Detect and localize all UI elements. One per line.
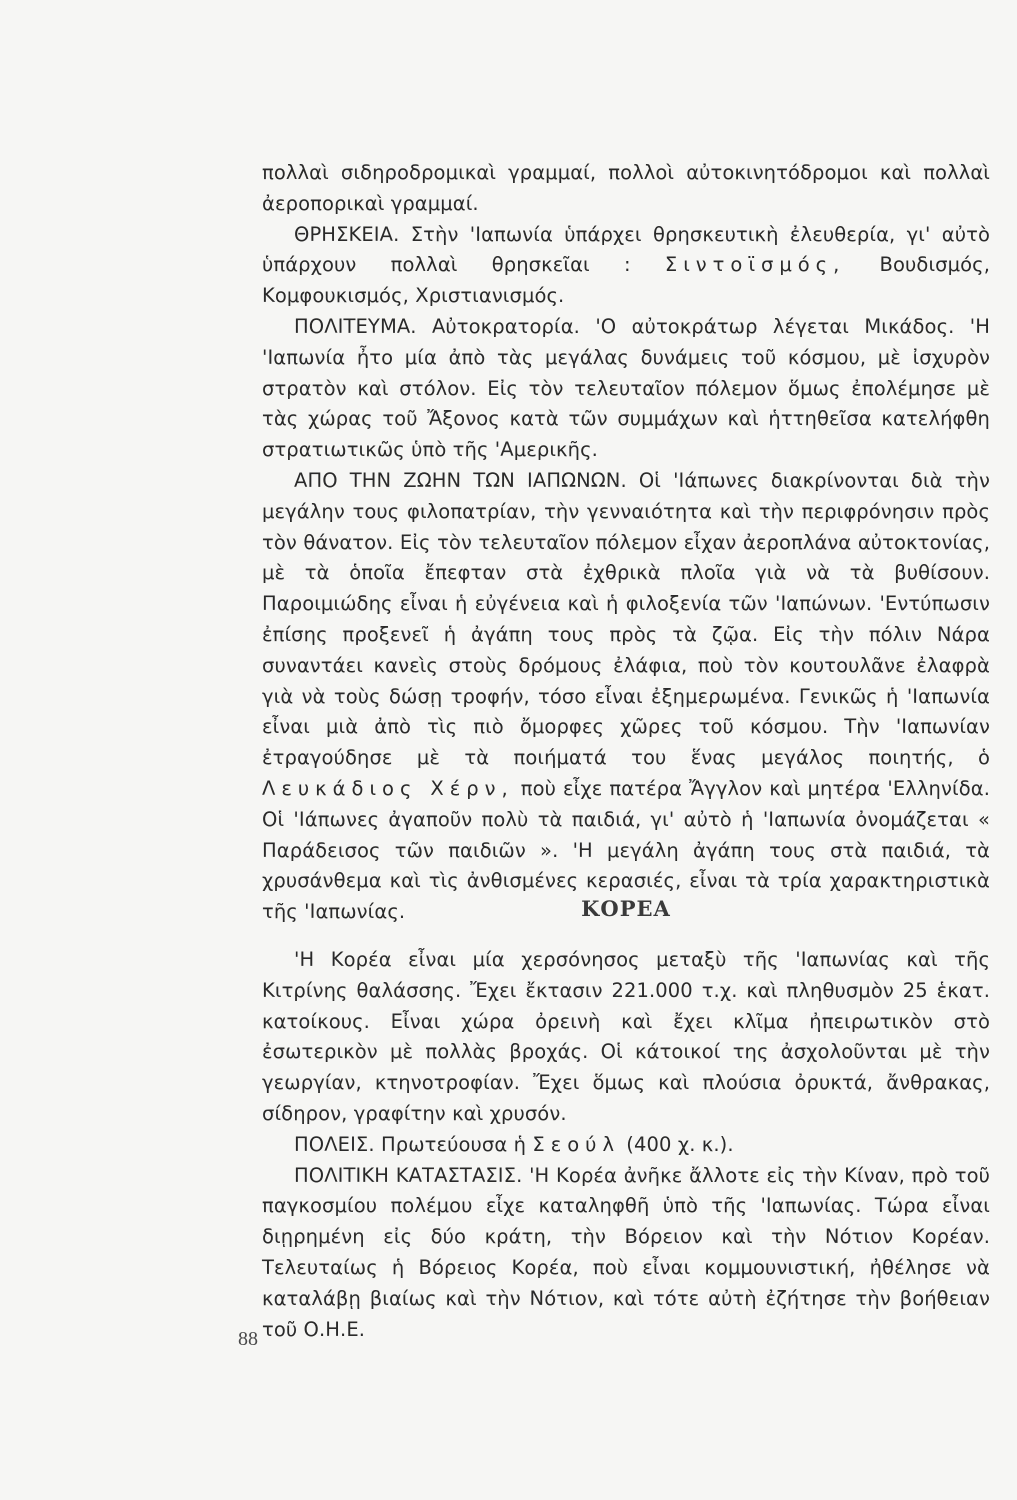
cities-heading: ΠΟΛΕΙΣ.: [294, 1132, 375, 1156]
page-number: 88: [238, 1328, 258, 1350]
life-text-2: ποὺ εἶχε πατέρα Ἄγγλον καὶ μητέρα 'Ελληνίδα. Οἱ 'Ιάπωνες ἀγαποῦν πολὺ τὰ παιδιά, γι' αὐτὸ ἡ 'Ιαπωνία ὀνομάζεται « Παράδεισος τῶν παιδιῶν ». 'Η μεγάλη ἀγάπη τους στὰ παιδιά, τὰ χρυσάνθεμα καὶ τὶς ἀνθισμένες κερασιές, εἶναι τὰ τρία χαρακτηριστικὰ τῆς 'Ιαπωνίας.: [262, 776, 990, 924]
government-text: Αὐτοκρατορία. 'Ο αὐτοκράτωρ λέγεται Μικάδος. 'Η 'Ιαπωνία ἦτο μία ἀπὸ τὰς μεγάλας δυνάμεις τοῦ κόσμου, μὲ ἰσχυρὸν στρατὸν καὶ στόλον. Εἰς τὸν τελευταῖον πόλεμον ὅμως ἐπολέμησε μὲ τὰς χώρας τοῦ Ἄξονος κατὰ τῶν συμμάχων καὶ ἡττηθεῖσα κατελήφθη στρατιωτικῶς ὑπὸ τῆς 'Αμερικῆς.: [262, 314, 990, 462]
cities-spaced-capital: Σεούλ: [532, 1132, 620, 1156]
religion-text-2: Βουδισμός, Κομφουκισμός, Χριστιανισμός.: [262, 253, 990, 308]
religion-text-1: Στὴν 'Ιαπωνία ὑπάρχει θρησκευτικὴ ἐλευθερία, γι' αὐτὸ ὑπάρχουν πολλαὶ θρησκεῖαι :: [262, 222, 990, 277]
religion-paragraph: [262, 220, 990, 312]
korea-section-title: ΚΟΡΕΑ: [581, 896, 671, 921]
life-text-1: Οἱ 'Ιάπωνες διακρίνονται διὰ τὴν μεγάλην τους φιλοπατρίαν, τὴν γενναιότητα καὶ τὴν περιφρόνησιν πρὸς τὸν θάνατον. Εἰς τὸν τελευταῖον πόλεμον εἶχαν ἀεροπλάνα αὐτοκτονίας, μὲ τὰ ὁποῖα ἔπεφταν στὰ ἐχθρικὰ πλοῖα γιὰ νὰ τὰ βυθίσουν. Παροιμιώδης εἶναι ἡ εὐγένεια καὶ ἡ φιλοξενία τῶν 'Ιαπώνων. 'Εντύπωσιν ἐπίσης προξενεῖ ἡ ἀγάπη τους πρὸς τὰ ζῷα. Εἰς τὴν πόλιν Νάρα συναντάει κανεὶς στοὺς δρόμους ἐλάφια, ποὺ τὸν κουτουλᾶνε ἐλαφρὰ γιὰ νὰ τοὺς δώσῃ τροφήν, τόσο εἶναι ἐξημερωμένα. Γενικῶς ἡ 'Ιαπωνία εἶναι μιὰ ἀπὸ τὶς πιὸ ὄμορφες χῶρες τοῦ κόσμου. Τὴν 'Ιαπωνίαν ἐτραγούδησε μὲ τὰ ποιήματά του ἕνας μεγάλος ποιητής, ὁ: [262, 468, 990, 770]
religion-spaced-term: Σιντοϊσμός,: [664, 253, 846, 277]
japan-text-block: [262, 158, 990, 928]
cities-text-1: Πρωτεύουσα ἡ: [374, 1132, 533, 1156]
politics-heading: ΠΟΛΙΤΙΚΗ ΚΑΤΑΣΤΑΣΙΣ.: [294, 1163, 523, 1187]
cities-text-2: (400 χ. κ.).: [620, 1132, 734, 1156]
cities-paragraph: [262, 1130, 990, 1161]
korea-text-block: [262, 945, 990, 1345]
politics-paragraph: [262, 1161, 990, 1346]
japan-intro-paragraph: πολλαὶ σιδηροδρομικαὶ γραμμαί, πολλοὶ αὐτοκινητόδρομοι καὶ πολλαὶ ἀεροπορικαὶ γραμμαί.: [262, 161, 990, 215]
religion-heading: ΘΡΗΣΚΕΙΑ.: [294, 222, 400, 246]
korea-intro-paragraph: 'Η Κορέα εἶναι μία χερσόνησος μεταξὺ τῆς 'Ιαπωνίας καὶ τῆς Κιτρίνης θαλάσσης. Ἔχει ἔκτασιν 221.000 τ.χ. καὶ πληθυσμὸν 25 ἑκατ. κατοίκους. Εἶναι χώρα ὀρεινὴ καὶ ἔχει κλῖμα ἠπειρωτικὸν στὸ ἐσωτερικὸν μὲ πολλὰς βροχάς. Οἱ κάτοικοί της ἀσχολοῦνται μὲ τὴν γεωργίαν, κτηνοτροφίαν. Ἔχει ὅμως καὶ πλούσια ὀρυκτά, ἄνθρακας, σίδηρον, γραφίτην καὶ χρυσόν.: [262, 948, 990, 1125]
life-paragraph: [262, 466, 990, 928]
politics-text: 'Η Κορέα ἀνῆκε ἄλλοτε εἰς τὴν Κίναν, πρὸ τοῦ παγκοσμίου πολέμου εἶχε καταληφθῆ ὑπὸ τῆς 'Ιαπωνίας. Τώρα εἶναι διῃρημένη εἰς δύο κράτη, τὴν Βόρειον καὶ τὴν Νότιον Κορέαν. Τελευταίως ἡ Βόρειος Κορέα, ποὺ εἶναι κομμουνιστική, ἠθέλησε νὰ καταλάβῃ βιαίως καὶ τὴν Νότιον, καὶ τότε αὐτὴ ἐζήτησε τὴν βοήθειαν τοῦ Ο.Η.Ε.: [262, 1163, 990, 1341]
government-paragraph: [262, 312, 990, 466]
government-heading: ΠΟΛΙΤΕΥΜΑ.: [294, 314, 417, 338]
life-heading: ΑΠΟ ΤΗΝ ΖΩΗΝ ΤΩΝ ΙΑΠΩΝΩΝ.: [294, 468, 627, 492]
life-spaced-name: Λευκάδιος Χέρν,: [262, 776, 514, 800]
